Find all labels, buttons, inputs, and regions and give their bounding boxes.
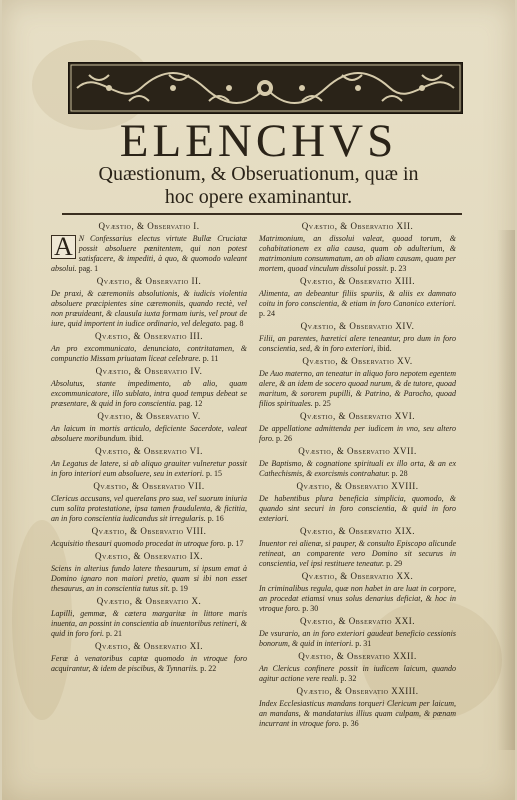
question-entry bbox=[259, 699, 456, 729]
question-entry bbox=[51, 344, 247, 364]
left-column bbox=[51, 219, 247, 674]
question-heading: Qvæstio, & Observatio XX. bbox=[301, 571, 414, 581]
entry-text: In criminalibus regula, quæ non habet in are luat in corpore, an procedat etiamsi vnus solus denarius deficiat, & hoc in vtroque foro. bbox=[259, 584, 456, 613]
question-heading: Qvæstio, & Observatio XIV. bbox=[300, 321, 415, 331]
question-entry bbox=[51, 539, 247, 549]
question-heading: Qvæstio, & Observatio VI. bbox=[95, 446, 203, 456]
entry-text: De praxi, & cæremoniis absolutionis, & iudicis violentia absoluere præcipientes sine cæremoniis, quando rectè, vel non præuideant, & clausula iuxta formam iuris, vel prout de iure, quid importent in iudice ordinario, vel delegato. bbox=[51, 289, 247, 328]
question-heading: Qvæstio, & Observatio XXIII. bbox=[296, 686, 419, 696]
page-reference: p. 25 bbox=[314, 399, 331, 408]
entry-text: Matrimonium, an dissolui valeat, quoad torum, & cohabitationem ex alia causa, quam ob adulterium, & matrimonium consummatum, an ob aliam causam, quam per mortem, quoad vinculum dissolui possit. bbox=[259, 234, 456, 273]
question-entry bbox=[51, 289, 247, 329]
page-reference: p. 29 bbox=[386, 559, 403, 568]
page-fold-shadow bbox=[497, 230, 515, 750]
question-heading: Qvæstio, & Observatio XI. bbox=[95, 641, 203, 651]
question-heading: Qvæstio, & Observatio II. bbox=[96, 276, 202, 286]
page-reference: p. 15 bbox=[205, 469, 222, 478]
question-entry bbox=[259, 334, 456, 354]
entry-text: Sciens in alterius fundo latere thesaurum, si ipsum emat à Domino ignaro non maiori pretio, quam si ibi non esset thesaurus, an in conscientia tutus sit. bbox=[51, 564, 247, 593]
page-reference: p. 24 bbox=[259, 309, 275, 318]
entry-text: De appellatione admittenda per iudicem in vno, seu altero foro. bbox=[259, 424, 456, 443]
page-reference: p. 11 bbox=[202, 354, 219, 363]
page-reference: p. 17 bbox=[227, 539, 244, 548]
page-reference: p. 32 bbox=[340, 674, 357, 683]
entry-text: N Confessarius electus virtute Bullæ Cruciatæ possit absoluere pœnitentem, qui non potest satisfacere, & impediti, à quo, & quomodo valeant absolui. bbox=[51, 234, 247, 273]
question-heading: Qvæstio, & Observatio IV. bbox=[95, 366, 203, 376]
page-reference: p. 28 bbox=[391, 469, 408, 478]
question-entry bbox=[259, 584, 456, 614]
question-entry bbox=[51, 654, 247, 674]
page-reference: p. 26 bbox=[276, 434, 293, 443]
question-heading: Qvæstio, & Observatio V. bbox=[97, 411, 201, 421]
entry-text: De Auo materno, an teneatur in aliquo foro nepotem egentem alere, & an idem de socero quoad nurum, & de tutore, quoad maritum, & sororem pupilli, & Patrino, & Parocho, quoad filios spirituales. bbox=[259, 369, 456, 408]
question-entry bbox=[51, 379, 247, 409]
question-heading: Qvæstio, & Observatio VII. bbox=[93, 481, 205, 491]
question-heading: Qvæstio, & Observatio III. bbox=[95, 331, 203, 341]
question-heading: Qvæstio, & Observatio XXII. bbox=[298, 651, 417, 661]
question-heading: Qvæstio, & Observatio VIII. bbox=[91, 526, 207, 536]
question-entry bbox=[259, 459, 456, 479]
question-heading: Qvæstio, & Observatio XIII. bbox=[300, 276, 415, 286]
question-heading: Qvæstio, & Observatio XVIII. bbox=[296, 481, 419, 491]
page-reference: pag. 1 bbox=[78, 264, 99, 273]
entry-text: Acquisitio thesauri quomodo procedat in utroque foro. bbox=[51, 539, 228, 548]
question-entry bbox=[259, 424, 456, 444]
entry-text: De habentibus plura beneficia simplicia, quomodo, & quando sint securi in foro conscientia, & quid in foro exteriori. bbox=[259, 494, 456, 523]
question-entry bbox=[51, 424, 247, 444]
question-heading: Qvæstio, & Observatio XVII. bbox=[298, 446, 417, 456]
entry-text: Absolutus, stante impedimento, ab alio, quam excommunicatore, illo sublato, intra quod tempus debeat se præsentare, & quid in foro conscientia. bbox=[51, 379, 247, 408]
question-heading: Qvæstio, & Observatio XIX. bbox=[300, 526, 415, 536]
subtitle-line-2: hoc opere examinantur. bbox=[164, 186, 353, 208]
question-entry bbox=[51, 459, 247, 479]
drop-cap: A bbox=[51, 235, 76, 259]
entry-text: An Legatus de latere, si ab aliquo grauiter vulneretur possit in foro interiori eum absoluere, seu in exteriori. bbox=[51, 459, 247, 478]
entry-text: Lapilli, gemmæ, & cætera margaritæ in littore maris inuenta, an possint in conscientia ab inuentoribus retineri, & quid in foro fori. bbox=[51, 609, 247, 638]
entry-text: Feræ à venatoribus captæ quomodo in vtroque foro acquirantur, & idem de piscibus, & Tynnariis. bbox=[51, 654, 247, 673]
floral-headpiece-icon bbox=[68, 62, 463, 114]
page-reference: p. 31 bbox=[355, 639, 372, 648]
page-reference: p. 19 bbox=[171, 584, 188, 593]
question-entry bbox=[259, 664, 456, 684]
question-entry bbox=[259, 234, 456, 274]
page-reference: p. 21 bbox=[106, 629, 123, 638]
page-reference: p. 23 bbox=[390, 264, 407, 273]
entry-text: Inuentor rei alienæ, si pauper, & consulto Episcopo alicunde retineat, an comparente vero Domino sit securus in conscientia, vel ipsi restituere teneatur. bbox=[259, 539, 456, 568]
page-reference: ibid. bbox=[377, 344, 392, 353]
page-reference: p. 16 bbox=[207, 514, 224, 523]
question-heading: Qvæstio, & Observatio I. bbox=[98, 221, 200, 231]
right-column bbox=[259, 219, 456, 729]
entry-text: Clericus accusans, vel querelans pro sua, vel suorum iniuria cum solita protestatione, ipsa tamen fraudulenta, & fictitia, an in foro conscientia iudicandus sit irregularis. bbox=[51, 494, 247, 523]
question-heading: Qvæstio, & Observatio XV. bbox=[302, 356, 413, 366]
question-heading: Qvæstio, & Observatio XVI. bbox=[300, 411, 415, 421]
question-entry bbox=[259, 494, 456, 524]
question-entry bbox=[259, 369, 456, 409]
entry-text: An pro excommunicato, denunciato, contritatamen, & compunctio Missam priuatam liceat celebrare. bbox=[51, 344, 247, 363]
page-title: ELENCHVS bbox=[119, 115, 398, 167]
entry-text: De vsurario, an in foro exteriori gaudeat beneficio cessionis bonorum, & quid in interiori. bbox=[259, 629, 456, 648]
question-entry bbox=[259, 289, 456, 319]
question-entry bbox=[51, 494, 247, 524]
page-reference: p. 30 bbox=[302, 604, 319, 613]
entry-text: Alimenta, an debeantur filiis spuriis, & aliis ex damnato coitu in foro conscientia, & etiam in foro Canonico exteriori. bbox=[259, 289, 456, 308]
entry-text: An laicum in mortis articulo, deficiente Sacerdote, valeat absoluere moribundum. bbox=[51, 424, 247, 443]
question-heading: Qvæstio, & Observatio XII. bbox=[301, 221, 414, 231]
question-heading: Qvæstio, & Observatio X. bbox=[96, 596, 202, 606]
question-entry bbox=[259, 629, 456, 649]
entry-text: Filii, an parentes, hæretici alere teneantur, pro dum in foro conscientia, sed, & in foro exteriori, bbox=[259, 334, 456, 353]
page-reference: ibid. bbox=[129, 434, 144, 443]
question-entry bbox=[259, 539, 456, 569]
page-reference: pag. 8 bbox=[223, 319, 244, 328]
page-reference: p. 22 bbox=[200, 664, 217, 673]
question-heading: Qvæstio, & Observatio XXI. bbox=[300, 616, 415, 626]
question-entry bbox=[51, 234, 247, 274]
question-heading: Qvæstio, & Observatio IX. bbox=[95, 551, 203, 561]
question-entry bbox=[51, 564, 247, 594]
entry-text: Index Ecclesiasticus mandans torqueri Clericum per laicum, an mandans, & mandatarius illius quam culpam, & pœnam incurrant in vtroque foro. bbox=[259, 699, 456, 728]
page-reference: pag. 12 bbox=[178, 399, 203, 408]
subtitle-line-1: Quæstionum, & Obseruationum, quæ in bbox=[98, 163, 419, 185]
page-reference: p. 36 bbox=[342, 719, 359, 728]
entry-text: An Clericus confinere possit in iudicem laicum, quando agitur actione vere reali. bbox=[259, 664, 456, 683]
title-rule bbox=[62, 213, 462, 215]
entry-text: De Baptismo, & cognatione spirituali ex illo orta, & an ex Cathechismis, & exorcismis contrahatur. bbox=[259, 459, 456, 478]
question-entry bbox=[51, 609, 247, 639]
